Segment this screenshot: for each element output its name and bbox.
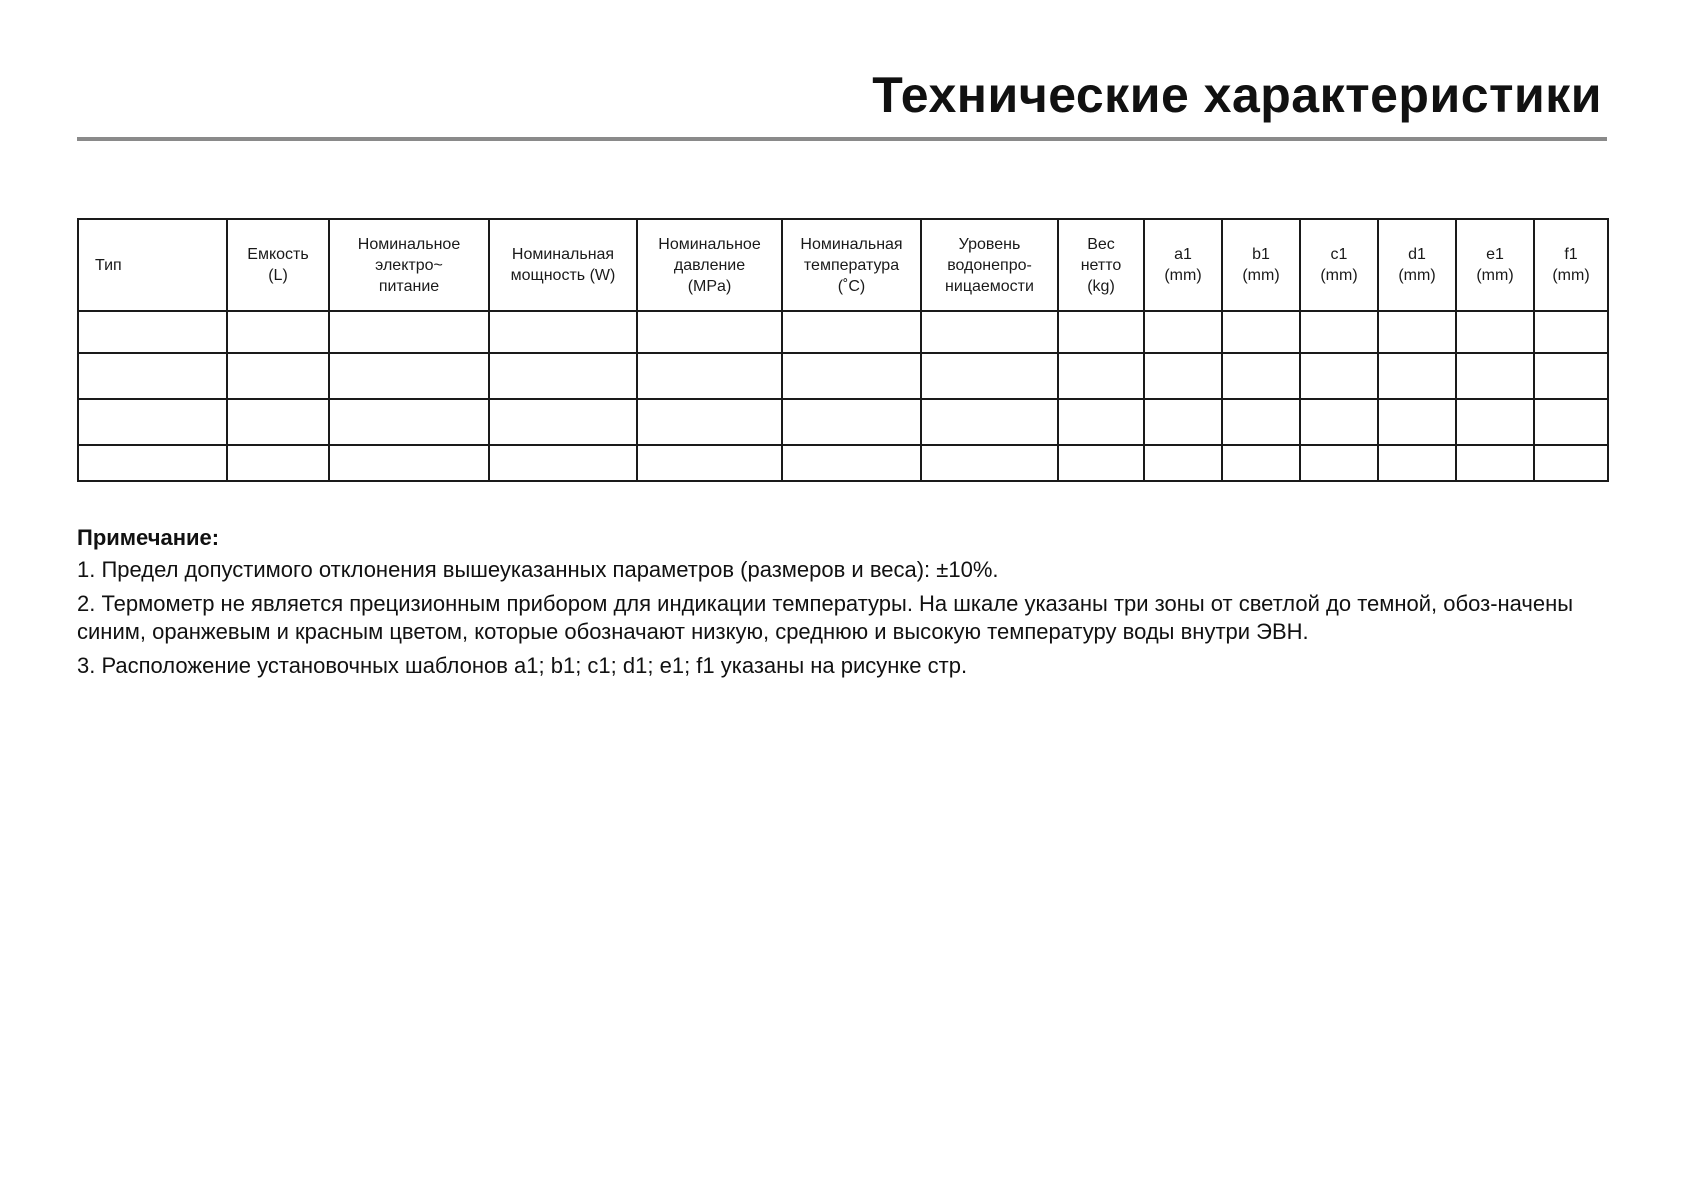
table-cell <box>782 399 921 445</box>
title-divider <box>77 137 1607 141</box>
table-cell <box>782 445 921 481</box>
table-cell <box>921 399 1058 445</box>
header-waterproof-level: Уровень водонепро- ницаемости <box>921 219 1058 311</box>
table-cell <box>1222 311 1300 353</box>
table-cell <box>1222 353 1300 399</box>
table-cell <box>1058 399 1144 445</box>
table-row <box>78 445 1608 481</box>
table-row <box>78 311 1608 353</box>
table-cell <box>1058 353 1144 399</box>
table-cell <box>1378 311 1456 353</box>
table-cell <box>1456 399 1534 445</box>
table-cell <box>1300 445 1378 481</box>
table-cell <box>782 311 921 353</box>
page-title: Технические характеристики <box>872 67 1602 123</box>
table-cell <box>1144 399 1222 445</box>
notes-heading: Примечание: <box>77 525 220 550</box>
table-cell <box>329 353 489 399</box>
table-cell <box>78 445 227 481</box>
table-cell <box>921 311 1058 353</box>
note-tolerance: 1. Предел допустимого отклонения вышеуказанных параметров (размеров и веса): ±10%. <box>77 557 999 582</box>
table-cell <box>637 399 782 445</box>
table-cell <box>227 399 329 445</box>
table-cell <box>1300 399 1378 445</box>
table-cell <box>1456 445 1534 481</box>
table-cell <box>489 353 637 399</box>
table-cell <box>489 445 637 481</box>
table-cell <box>921 353 1058 399</box>
header-b1: b1 (mm) <box>1222 219 1300 311</box>
table-cell <box>78 311 227 353</box>
table-cell <box>1378 399 1456 445</box>
header-rated-pressure: Номинальное давление (MPa) <box>637 219 782 311</box>
note-thermometer: 2. Термометр не является прецизионным прибором для индикации температуры. На шкале указаны три зоны от светлой до темной, обоз-начены синим, оранжевым и красным цветом, которые обозначают низкую, среднюю и высокую температуру воды внутри ЭВН. <box>77 591 1574 644</box>
table-cell <box>227 445 329 481</box>
table-cell <box>227 353 329 399</box>
table-cell <box>1378 353 1456 399</box>
table-cell <box>637 353 782 399</box>
header-d1: d1 (mm) <box>1378 219 1456 311</box>
table-cell <box>1534 399 1608 445</box>
table-cell <box>1144 445 1222 481</box>
header-rated-temperature: Номинальная температура (˚C) <box>782 219 921 311</box>
table-cell <box>637 445 782 481</box>
header-a1: a1 (mm) <box>1144 219 1222 311</box>
table-cell <box>1058 445 1144 481</box>
table-cell <box>78 399 227 445</box>
table-cell <box>1456 353 1534 399</box>
header-capacity: Емкость (L) <box>227 219 329 311</box>
table-cell <box>227 311 329 353</box>
specifications-table <box>77 218 1609 482</box>
table-cell <box>1300 311 1378 353</box>
table-cell <box>1300 353 1378 399</box>
table-cell <box>1378 445 1456 481</box>
table-row <box>78 399 1608 445</box>
table-cell <box>489 311 637 353</box>
table-header-row <box>78 219 1608 311</box>
table-cell <box>329 399 489 445</box>
table-cell <box>329 445 489 481</box>
table-cell <box>1534 353 1608 399</box>
table-row <box>78 353 1608 399</box>
header-e1: e1 (mm) <box>1456 219 1534 311</box>
table-cell <box>637 311 782 353</box>
table-cell <box>1144 311 1222 353</box>
table-cell <box>1456 311 1534 353</box>
table-cell <box>329 311 489 353</box>
table-cell <box>1144 353 1222 399</box>
table-cell <box>489 399 637 445</box>
table-cell <box>1534 445 1608 481</box>
header-rated-power: Номинальная мощность (W) <box>489 219 637 311</box>
table-cell <box>1222 445 1300 481</box>
table-cell <box>921 445 1058 481</box>
table-cell <box>1058 311 1144 353</box>
note-templates: 3. Расположение установочных шаблонов a1; b1; c1; d1; e1; f1 указаны на рисунке стр. <box>77 653 968 678</box>
table-cell <box>1222 399 1300 445</box>
table-cell <box>1534 311 1608 353</box>
header-f1: f1 (mm) <box>1534 219 1608 311</box>
notes-section <box>77 524 1622 686</box>
header-power-supply: Номинальное электро~ питание <box>329 219 489 311</box>
header-net-weight: Вес нетто (kg) <box>1058 219 1144 311</box>
table-cell <box>78 353 227 399</box>
header-c1: c1 (mm) <box>1300 219 1378 311</box>
header-type: Тип <box>78 219 227 311</box>
table-cell <box>782 353 921 399</box>
